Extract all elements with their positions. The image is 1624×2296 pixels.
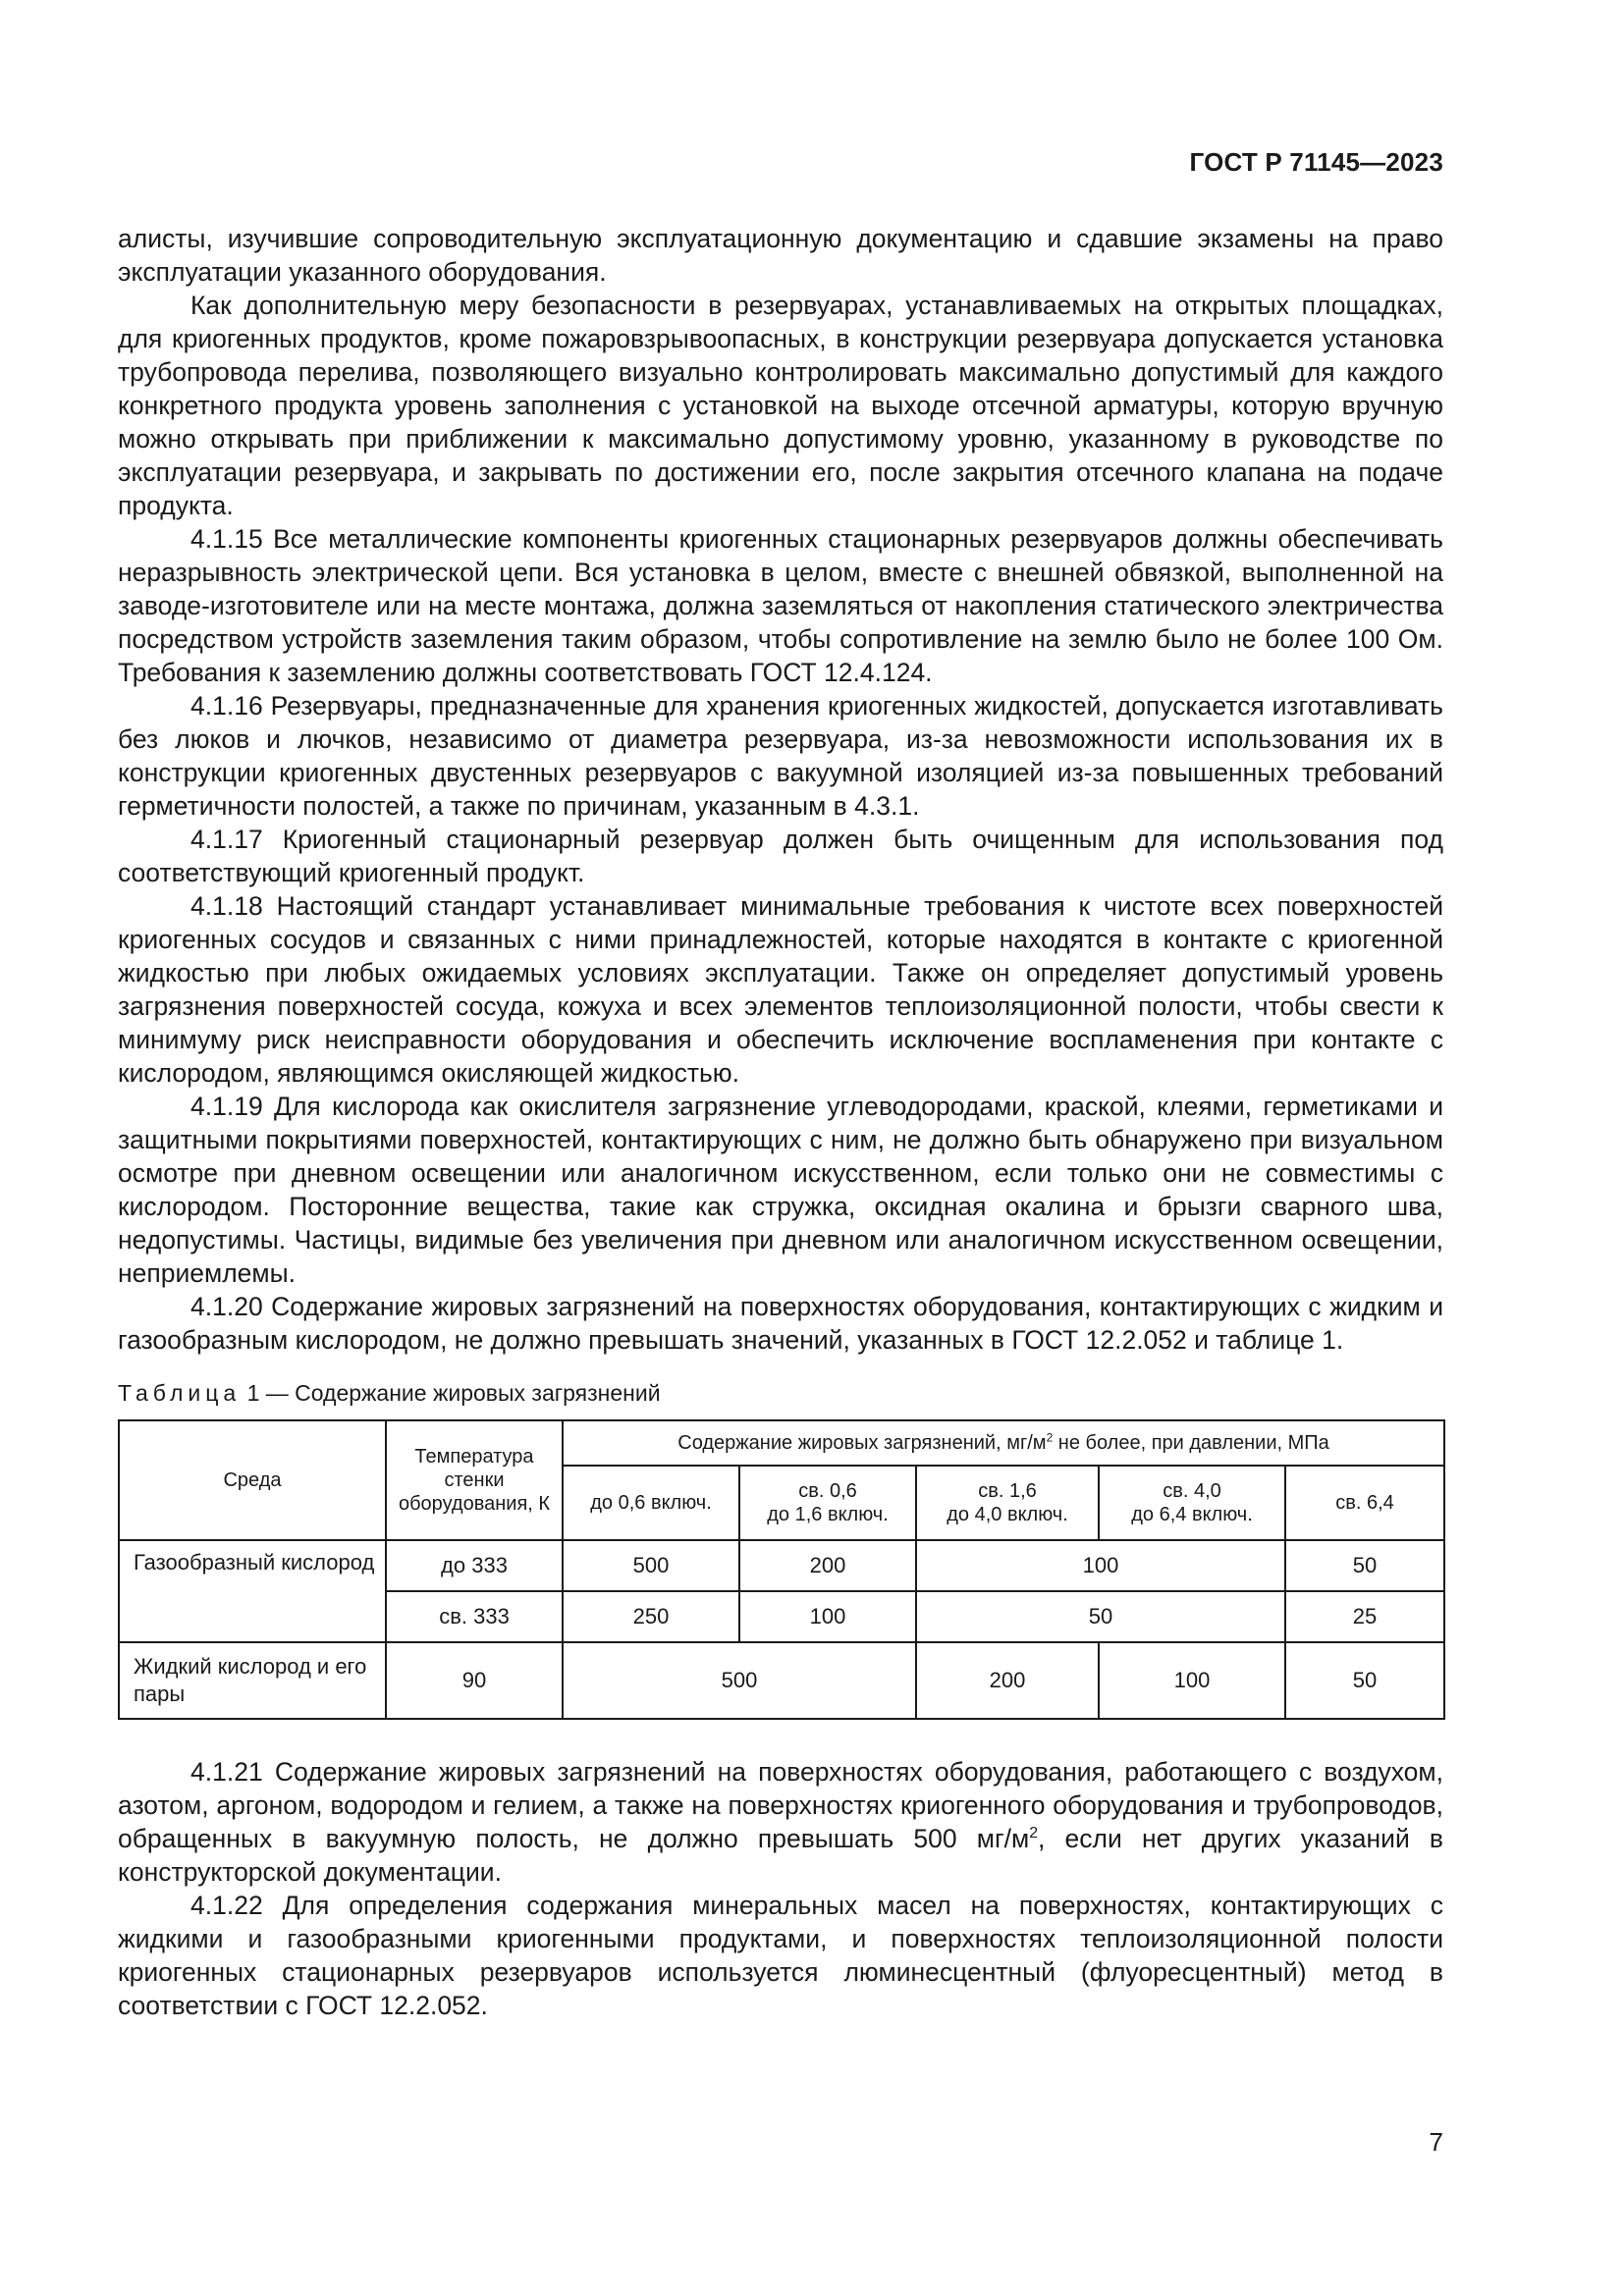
- document-code: ГОСТ Р 71145—2023: [1189, 147, 1443, 177]
- header-pressure-2-from: св. 0,6: [798, 1480, 857, 1502]
- cell-value: 100: [1099, 1642, 1285, 1719]
- header-medium: Среда: [119, 1420, 386, 1540]
- medium-gaseous-oxygen: Газообразный кислород: [119, 1540, 386, 1642]
- header-pressure-4: [1099, 1466, 1285, 1540]
- header-pressure-4-to: до 6,4 включ.: [1131, 1504, 1253, 1525]
- cell-value: 100: [739, 1591, 916, 1642]
- table-row: [119, 1642, 1444, 1719]
- cell-value: 200: [916, 1642, 1099, 1719]
- paragraph-4-1-18: 4.1.18 Настоящий стандарт устанавливает минимальные требования к чистоте всех поверхностей криогенных сосудов и связанных с ними принадлежностей, которые находятся в контакте с криогенной жидкостью при любых ожидаемых условиях эксплуатации. Также он определяет допустимый уровень загрязнения поверхностей сосуда, кожуха и всех элементов теплоизоляционной полости, чтобы свести к минимуму риск неисправности оборудования и обеспечить исключение воспламенения при контакте с кислородом, являющимся окисляющей жидкостью.: [118, 891, 1443, 1088]
- cell-temp: 90: [386, 1642, 563, 1719]
- header-content-sup: 2: [1046, 1430, 1054, 1445]
- header-pressure-3-from: св. 1,6: [978, 1480, 1037, 1502]
- cell-temp: до 333: [386, 1540, 563, 1591]
- header-content-tail: не более, при давлении, МПа: [1053, 1432, 1329, 1454]
- paragraph-4-1-21-tail: , если нет других указаний в конструкторской документации.: [118, 1824, 1443, 1887]
- paragraph-4-1-21-text: 4.1.21 Содержание жировых загрязнений на поверхностях оборудования, работающего с воздухом, азотом, аргоном, водородом и гелием, а также на поверхностях криогенного оборудования и трубопроводов, обращенных в вакуумную полость, не должно превышать 500 мг/м: [118, 1757, 1443, 1853]
- paragraph-4-1-15: 4.1.15 Все металлические компоненты криогенных стационарных резервуаров должны обеспечивать неразрывность электрической цепи. Вся установка в целом, вместе с внешней обвязкой, выполненной на заводе-изготовителе или на месте монтажа, должна заземляться от накопления статического электричества посредством устройств заземления таким образом, чтобы сопротивление на землю было не более 100 Ом. Требования к заземлению должны соответствовать ГОСТ 12.4.124.: [118, 524, 1443, 687]
- header-pressure-4-from: св. 4,0: [1163, 1480, 1221, 1502]
- cell-value: 25: [1285, 1591, 1444, 1642]
- table-caption-label: Таблица: [118, 1380, 242, 1406]
- header-wall-temperature: Температура стенки оборудования, К: [386, 1420, 563, 1540]
- paragraph-4-1-21: [118, 1755, 1443, 1889]
- header-content: [563, 1420, 1444, 1466]
- page-body: [118, 222, 1443, 2022]
- cell-value: 500: [563, 1540, 739, 1591]
- cell-value: 500: [563, 1642, 916, 1719]
- superscript: 2: [1029, 1825, 1039, 1842]
- paragraph-4-1-16: 4.1.16 Резервуары, предназначенные для хранения криогенных жидкостей, допускается изготавливать без люков и лючков, независимо от диаметра резервуара, из-за невозможности использования их в конструкции криогенных двустенных резервуаров с вакуумной изоляцией из-за повышенных требований герметичности полостей, а также по причинам, указанным в 4.3.1.: [118, 691, 1443, 821]
- paragraph: алисты, изучившие сопроводительную эксплуатационную документацию и сдавшие экзамены на право эксплуатации указанного оборудования.: [118, 224, 1443, 287]
- paragraph-4-1-22: 4.1.22 Для определения содержания минеральных масел на поверхностях, контактирующих с жидкими и газообразными криогенными продуктами, и поверхностях теплоизоляционной полости криогенных стационарных резервуаров используется люминесцентный (флуоресцентный) метод в соответствии с ГОСТ 12.2.052.: [118, 1891, 1443, 2020]
- header-pressure-1: до 0,6 включ.: [563, 1466, 739, 1540]
- table-row: [119, 1540, 1444, 1591]
- paragraph-4-1-20: 4.1.20 Содержание жировых загрязнений на поверхностях оборудования, контактирующих с жидким и газообразным кислородом, не должно превышать значений, указанных в ГОСТ 12.2.052 и таблице 1.: [118, 1292, 1443, 1355]
- paragraph: Как дополнительную меру безопасности в резервуарах, устанавливаемых на открытых площадках, для криогенных продуктов, кроме пожаровзрывоопасных, в конструкции резервуара допускается установка трубопровода перелива, позволяющего визуально контролировать максимально допустимый для каждого конкретного продукта уровень заполнения с установкой на выходе отсечной арматуры, которую вручную можно открывать при приближении к максимально допустимому уровню, указанному в руководстве по эксплуатации резервуара, и закрывать по достижении его, после закрытия отсечного клапана на подаче продукта.: [118, 291, 1443, 520]
- cell-value: 50: [1285, 1540, 1444, 1591]
- header-pressure-3: [916, 1466, 1099, 1540]
- header-content-main: Содержание жировых загрязнений, мг/м: [677, 1432, 1047, 1454]
- cell-value: 50: [916, 1591, 1285, 1642]
- table-caption: [118, 1378, 1443, 1408]
- cell-value: 200: [739, 1540, 916, 1591]
- cell-value: 50: [1285, 1642, 1444, 1719]
- header-pressure-2: [739, 1466, 916, 1540]
- paragraph-4-1-17: 4.1.17 Криогенный стационарный резервуар должен быть очищенным для использования под соответствующий криогенный продукт.: [118, 825, 1443, 887]
- header-pressure-2-to: до 1,6 включ.: [767, 1504, 889, 1525]
- medium-liquid-oxygen: Жидкий кислород и его пары: [119, 1642, 386, 1719]
- header-pressure-3-to: до 4,0 включ.: [947, 1504, 1068, 1525]
- header-pressure-5: св. 6,4: [1285, 1466, 1444, 1540]
- cell-value: 250: [563, 1591, 739, 1642]
- paragraph-4-1-19: 4.1.19 Для кислорода как окислителя загрязнение углеводородами, краской, клеями, герметиками и защитными покрытиями поверхностей, контактирующих с ним, не должно быть обнаружено при визуальном осмотре при дневном освещении или аналогичном искусственном, если только они не совместимы с кислородом. Посторонние вещества, такие как стружка, оксидная окалина и брызги сварного шва, недопустимы. Частицы, видимые без увеличения при дневном или аналогичном искусственном освещении, неприемлемы.: [118, 1092, 1443, 1288]
- cell-value: 100: [916, 1540, 1285, 1591]
- fat-contamination-table: [118, 1419, 1445, 1720]
- table-caption-text: 1 — Содержание жировых загрязнений: [241, 1380, 661, 1406]
- cell-temp: св. 333: [386, 1591, 563, 1642]
- page-number: 7: [1429, 2127, 1443, 2157]
